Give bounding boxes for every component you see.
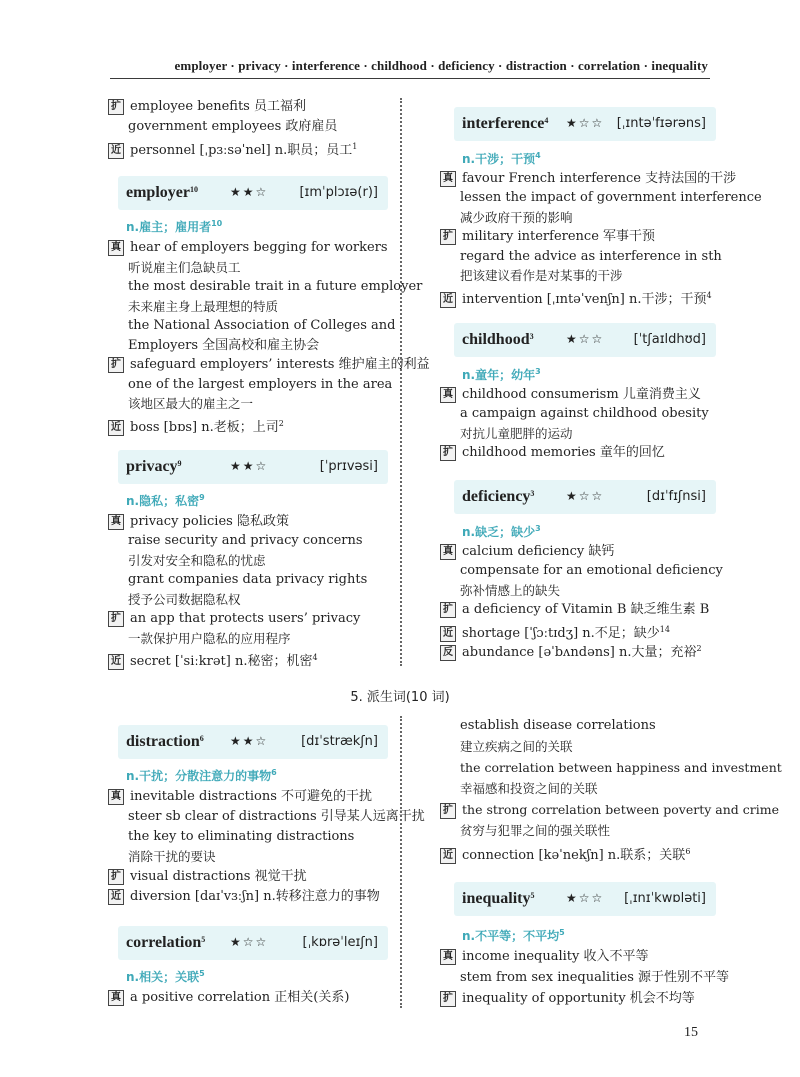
entry-header-childhood bbox=[454, 323, 716, 357]
badge-fan: 反 bbox=[440, 645, 456, 661]
star-rating: ★★☆ bbox=[230, 459, 269, 473]
phonetic: [ˌɪntəˈfɪərəns] bbox=[616, 116, 706, 131]
headword: employer$^{10}$ bbox=[126, 184, 198, 201]
list-item: 真 childhood consumerism 儿童消费主义 bbox=[440, 385, 701, 404]
list-item: 听说雇主们急缺员工 bbox=[128, 260, 241, 275]
list-item: 近 connection [kəˈnekʃn] n.联系；关联$^6$ bbox=[440, 842, 690, 865]
list-item: 扩 the strong correlation between poverty and crime bbox=[440, 800, 779, 819]
entry-header-distraction bbox=[118, 725, 388, 759]
part-of-speech: n.不平等；不平均$^5$ bbox=[462, 928, 565, 943]
phonetic: [ɪmˈplɔɪə(r)] bbox=[299, 185, 378, 200]
badge-jin: 近 bbox=[440, 848, 456, 864]
list-item: Employers 全国高校和雇主协会 bbox=[128, 338, 320, 353]
badge-jin: 近 bbox=[440, 292, 456, 308]
phonetic: [ˈprɪvəsi] bbox=[319, 459, 378, 474]
page-number: 15 bbox=[684, 1025, 698, 1040]
list-item: 扩 employee benefits 员工福利 bbox=[108, 97, 306, 116]
list-item: 扩 a deficiency of Vitamin B 缺乏维生素 B bbox=[440, 600, 709, 619]
list-item: 贫穷与犯罪之间的强关联性 bbox=[460, 823, 611, 838]
list-item: 近 diversion [daɪˈvɜːʃn] n.转移注意力的事物 bbox=[108, 887, 380, 906]
list-item: 扩 an app that protects users’ privacy bbox=[108, 609, 360, 628]
list-item: the key to eliminating distractions bbox=[128, 829, 355, 844]
star-rating: ★★☆ bbox=[230, 185, 269, 199]
list-item: 扩 military interference 军事干预 bbox=[440, 227, 655, 246]
list-item: 减少政府干预的影响 bbox=[460, 210, 573, 225]
star-rating: ★☆☆ bbox=[566, 332, 605, 346]
list-item: 近 secret [ˈsiːkrət] n.秘密；机密$^4$ bbox=[108, 648, 318, 671]
list-item: 真 privacy policies 隐私政策 bbox=[108, 512, 289, 531]
headword: interference$^4$ bbox=[462, 115, 549, 132]
badge-kuo: 扩 bbox=[440, 229, 456, 245]
phonetic: [dɪˈstrækʃn] bbox=[301, 734, 378, 749]
list-item: raise security and privacy concerns bbox=[128, 533, 363, 548]
entry-header-employer bbox=[118, 176, 388, 210]
part-of-speech: n.雇主；雇用者$^{10}$ bbox=[126, 219, 223, 234]
badge-zhen: 真 bbox=[108, 990, 124, 1006]
badge-zhen: 真 bbox=[440, 387, 456, 403]
list-item: 扩 inequality of opportunity 机会不均等 bbox=[440, 989, 695, 1008]
badge-zhen: 真 bbox=[440, 171, 456, 187]
list-item: 引发对安全和隐私的忧虑 bbox=[128, 553, 266, 568]
list-item: the National Association of Colleges and bbox=[128, 318, 396, 333]
entry-header-deficiency bbox=[454, 480, 716, 514]
part-of-speech: n.干扰；分散注意力的事物$^6$ bbox=[126, 768, 277, 783]
phonetic: [ˈtʃaɪldhʊd] bbox=[633, 332, 706, 347]
phonetic: [ˌkɒrəˈleɪʃn] bbox=[302, 935, 378, 950]
list-item: a campaign against childhood obesity bbox=[460, 406, 709, 421]
list-item: 扩 safeguard employers’ interests 维护雇主的利益 bbox=[108, 355, 430, 374]
list-item: stem from sex inequalities 源于性别不平等 bbox=[460, 970, 730, 985]
list-item: steer sb clear of distractions 引导某人远离干扰 bbox=[128, 809, 425, 824]
list-item: government employees 政府雇员 bbox=[128, 119, 338, 134]
badge-kuo: 扩 bbox=[108, 99, 124, 115]
badge-jin: 近 bbox=[108, 143, 124, 159]
list-item: 一款保护用户隐私的应用程序 bbox=[128, 631, 291, 646]
list-item: 扩 visual distractions 视觉干扰 bbox=[108, 867, 307, 886]
headword: deficiency$^3$ bbox=[462, 488, 535, 505]
entry-header-privacy bbox=[118, 450, 388, 484]
badge-kuo: 扩 bbox=[440, 803, 456, 819]
list-item: 幸福感和投资之间的关联 bbox=[460, 781, 598, 796]
list-item: 把该建议看作是对某事的干涉 bbox=[460, 268, 623, 283]
column-divider bbox=[400, 716, 408, 1008]
badge-zhen: 真 bbox=[108, 789, 124, 805]
badge-kuo: 扩 bbox=[440, 991, 456, 1007]
list-item: 消除干扰的要诀 bbox=[128, 849, 216, 864]
list-item: 真 income inequality 收入不平等 bbox=[440, 947, 648, 966]
badge-kuo: 扩 bbox=[440, 445, 456, 461]
list-item: compensate for an emotional deficiency bbox=[460, 563, 723, 578]
list-item: 近 boss [bɒs] n.老板；上司$^2$ bbox=[108, 414, 284, 437]
badge-zhen: 真 bbox=[108, 240, 124, 256]
part-of-speech: n.隐私；私密$^9$ bbox=[126, 493, 205, 508]
badge-kuo: 扩 bbox=[108, 357, 124, 373]
section-title: 5. 派生词(10 词) bbox=[350, 690, 450, 705]
entry-header-correlation bbox=[118, 926, 388, 960]
phonetic: [ˌɪnɪˈkwɒləti] bbox=[624, 891, 706, 906]
list-item: 该地区最大的雇主之一 bbox=[128, 396, 254, 411]
badge-jin: 近 bbox=[108, 654, 124, 670]
star-rating: ★★☆ bbox=[230, 734, 269, 748]
part-of-speech: n.缺乏；缺少$^3$ bbox=[462, 524, 541, 539]
part-of-speech: n.相关；关联$^5$ bbox=[126, 969, 205, 984]
headword: inequality$^5$ bbox=[462, 890, 535, 907]
list-item: 对抗儿童肥胖的运动 bbox=[460, 426, 573, 441]
badge-jin: 近 bbox=[108, 889, 124, 905]
entry-header-interference bbox=[454, 107, 716, 141]
badge-kuo: 扩 bbox=[108, 869, 124, 885]
list-item: the correlation between happiness and investment bbox=[460, 760, 782, 775]
list-item: 近 personnel [ˌpɜːsəˈnel] n.职员；员工$^1$ bbox=[108, 137, 357, 160]
column-divider bbox=[400, 98, 408, 666]
headword: privacy$^9$ bbox=[126, 458, 182, 475]
running-header: employer · privacy · interference · childhood · deficiency · distraction · correlation · inequality bbox=[174, 58, 708, 73]
list-item: 反 abundance [əˈbʌndəns] n.大量；充裕$^2$ bbox=[440, 639, 702, 662]
list-item: 弥补情感上的缺失 bbox=[460, 583, 561, 598]
star-rating: ★☆☆ bbox=[230, 935, 269, 949]
phonetic: [dɪˈfɪʃnsi] bbox=[646, 489, 706, 504]
list-item: 未来雇主身上最理想的特质 bbox=[128, 299, 279, 314]
list-item: 真 inevitable distractions 不可避免的干扰 bbox=[108, 787, 372, 806]
list-item: grant companies data privacy rights bbox=[128, 572, 368, 587]
header-rule bbox=[110, 78, 710, 79]
list-item: 扩 childhood memories 童年的回忆 bbox=[440, 443, 665, 462]
star-rating: ★☆☆ bbox=[566, 489, 605, 503]
headword: correlation$^5$ bbox=[126, 934, 206, 951]
list-item: 真 hear of employers begging for workers bbox=[108, 238, 388, 257]
part-of-speech: n.干涉；干预$^4$ bbox=[462, 151, 541, 166]
badge-zhen: 真 bbox=[108, 514, 124, 530]
list-item: the most desirable trait in a future employer bbox=[128, 279, 423, 294]
badge-zhen: 真 bbox=[440, 949, 456, 965]
star-rating: ★☆☆ bbox=[566, 891, 605, 905]
list-item: 建立疾病之间的关联 bbox=[460, 739, 573, 754]
badge-jin: 近 bbox=[108, 420, 124, 436]
badge-zhen: 真 bbox=[440, 544, 456, 560]
list-item: 近 intervention [ˌɪntəˈvenʃn] n.干涉；干预$^4$ bbox=[440, 286, 712, 309]
list-item: lessen the impact of government interference bbox=[460, 190, 762, 205]
list-item: 真 a positive correlation 正相关(关系) bbox=[108, 988, 349, 1007]
part-of-speech: n.童年；幼年$^3$ bbox=[462, 367, 541, 382]
list-item: establish disease correlations bbox=[460, 718, 656, 733]
badge-kuo: 扩 bbox=[440, 602, 456, 618]
list-item: 近 shortage [ˈʃɔːtɪdʒ] n.不足；缺少$^{14}$ bbox=[440, 620, 670, 643]
list-item: regard the advice as interference in sth bbox=[460, 249, 722, 264]
star-rating: ★☆☆ bbox=[566, 116, 605, 130]
headword: distraction$^6$ bbox=[126, 733, 204, 750]
list-item: 真 favour French interference 支持法国的干涉 bbox=[440, 169, 736, 188]
entry-header-inequality bbox=[454, 882, 716, 916]
badge-jin: 近 bbox=[440, 626, 456, 642]
list-item: one of the largest employers in the area bbox=[128, 377, 393, 392]
list-item: 授予公司数据隐私权 bbox=[128, 592, 241, 607]
badge-kuo: 扩 bbox=[108, 611, 124, 627]
list-item: 真 calcium deficiency 缺钙 bbox=[440, 542, 614, 561]
headword: childhood$^3$ bbox=[462, 331, 534, 348]
